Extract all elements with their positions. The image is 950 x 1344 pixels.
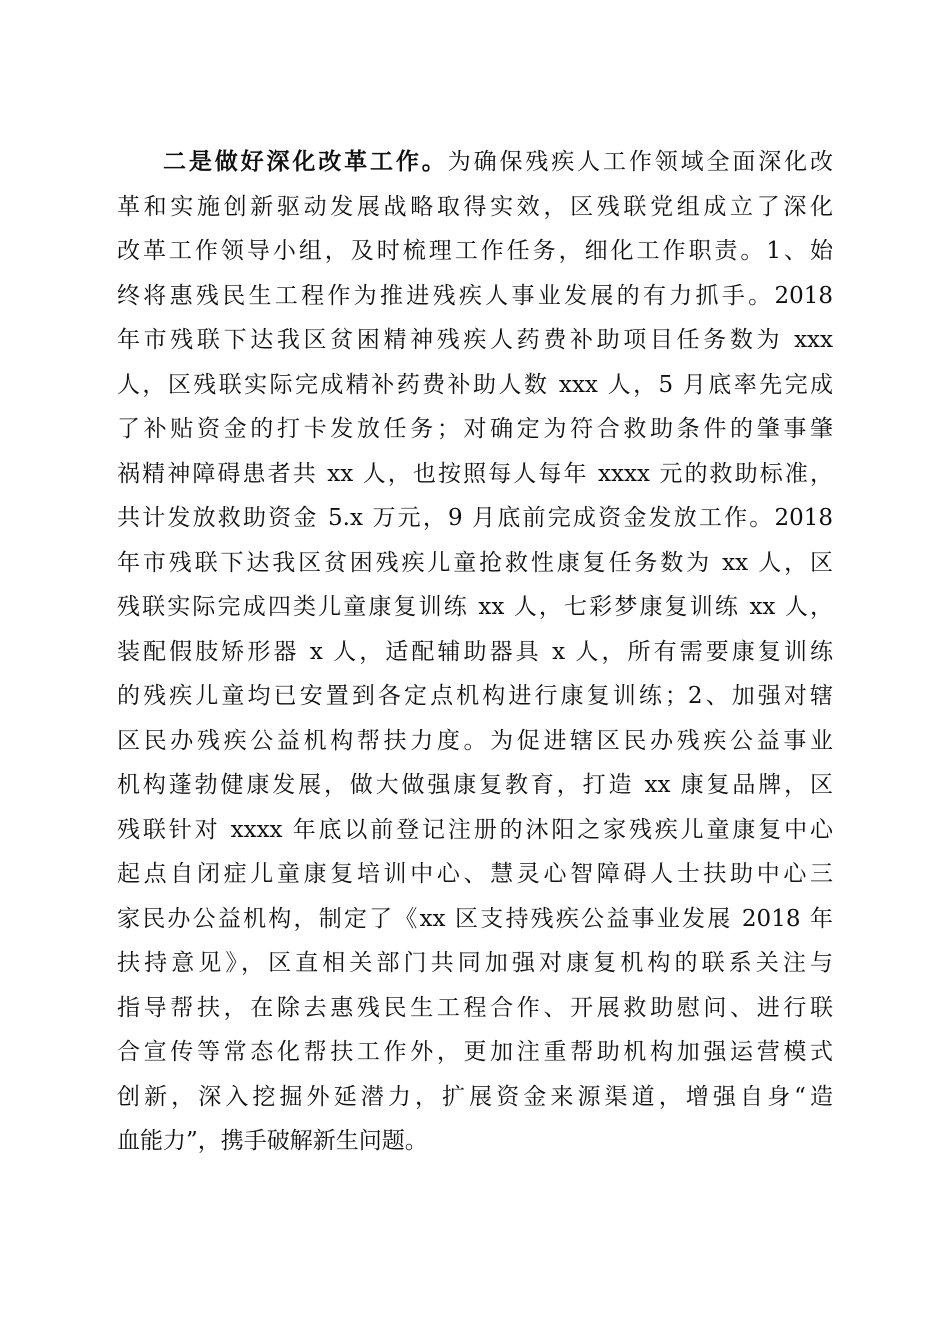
paragraph-line: 残联针对 xxxx 年底以前登记注册的沐阳之家残疾儿童康复中心 [117, 816, 833, 843]
paragraph-line: 了补贴资金的打卡发放任务；对确定为符合救助条件的肇事肇 [117, 416, 833, 442]
paragraph-line: 家民办公益机构，制定了《xx 区支持残疾公益事业发展 2018 年 [117, 905, 833, 932]
lead-heading: 二是做好深化改革工作。 [163, 148, 448, 175]
paragraph-line: 扶持意见》，区直相关部门共同加强对康复机构的联系关注与 [117, 950, 833, 976]
paragraph-line: 创新，深入挖掘外延潜力，扩展资金来源渠道，增强自身“造 [117, 1083, 833, 1110]
paragraph-line: 指导帮扶，在除去惠残民生工程合作、开展救助慰问、进行联 [117, 994, 833, 1021]
paragraph-line: 祸精神障碍患者共 xx 人，也按照每人每年 xxxx 元的救助标准， [117, 460, 833, 487]
paragraph-line: 的残疾儿童均已安置到各定点机构进行康复训练；2、加强对辖 [117, 683, 833, 709]
paragraph-line: 终将惠残民生工程作为推进残疾人事业发展的有力抓手。2018 [117, 282, 833, 309]
document-body [117, 140, 833, 1164]
line-text: 为确保残疾人工作领域全面深化改 [447, 149, 834, 175]
paragraph-line: 合宣传等常态化帮扶工作外，更加注重帮助机构加强运营模式 [117, 1039, 833, 1065]
paragraph-line: 改革工作领导小组，及时梳理工作任务，细化工作职责。1、始 [117, 238, 833, 264]
paragraph-line: 区民办残疾公益机构帮扶力度。为促进辖区民办残疾公益事业 [117, 727, 833, 754]
paragraph-line-1 [117, 140, 833, 185]
paragraph-line: 共计发放救助资金 5.x 万元，9 月底前完成资金发放工作。2018 [117, 505, 833, 531]
paragraph-line: 人，区残联实际完成精补药费补助人数 xxx 人，5 月底率先完成 [117, 371, 833, 398]
paragraph-line: 起点自闭症儿童康复培训中心、慧灵心智障碍人士扶助中心三 [117, 861, 833, 887]
paragraph-line: 年市残联下达我区贫困残疾儿童抢救性康复任务数为 xx 人，区 [117, 549, 833, 576]
paragraph-line: 年市残联下达我区贫困精神残疾人药费补助项目任务数为 xxx [117, 327, 833, 353]
paragraph-line: 装配假肢矫形器 x 人，适配辅助器具 x 人，所有需要康复训练 [117, 638, 833, 665]
paragraph-line-last: 血能力”，携手破解新生问题。 [117, 1128, 428, 1154]
paragraph-line: 机构蓬勃健康发展，做大做强康复教育，打造 xx 康复品牌，区 [117, 772, 833, 798]
paragraph-line: 残联实际完成四类儿童康复训练 xx 人，七彩梦康复训练 xx 人， [117, 594, 833, 620]
paragraph-line: 革和实施创新驱动发展战略取得实效，区残联党组成立了深化 [117, 193, 833, 220]
